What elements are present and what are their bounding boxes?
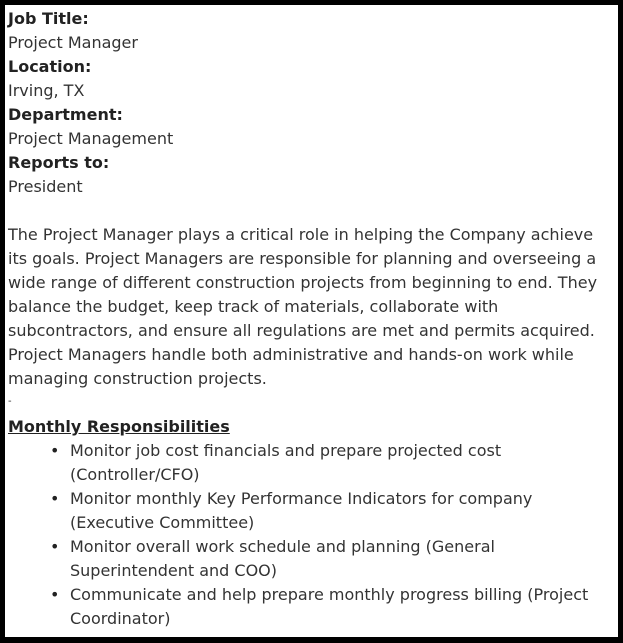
job-description-paragraph: The Project Manager plays a critical role in helping the Company achieve its goals. Project Managers are responsible for planning and overseeing a wide range of different construction projects from beginning to end. They balance the budget, keep track of materials, collaborate with subcontractors, and ensure all regulations are met and permits acquired. Project Managers handle both administrative and hands-on work while managing construction projects. bbox=[8, 225, 598, 388]
responsibilities-list bbox=[8, 439, 610, 631]
list-item bbox=[50, 487, 610, 535]
separator-dash-text: - bbox=[8, 396, 12, 407]
separator-dash bbox=[8, 391, 618, 415]
job-title-value: Project Manager bbox=[8, 33, 138, 52]
job-description-document bbox=[5, 5, 618, 637]
reports-to-label: Reports to: bbox=[8, 153, 110, 172]
bullet-icon: • bbox=[50, 489, 60, 508]
job-title-label: Job Title: bbox=[8, 9, 89, 28]
location-label: Location: bbox=[8, 57, 92, 76]
spacer bbox=[8, 199, 618, 223]
list-item bbox=[50, 535, 610, 583]
list-item bbox=[50, 439, 610, 487]
list-item-text: Monitor monthly Key Performance Indicators for company (Executive Committee) bbox=[70, 489, 533, 532]
department-label: Department: bbox=[8, 105, 123, 124]
list-item-text: Monitor job cost financials and prepare projected cost (Controller/CFO) bbox=[70, 441, 502, 484]
location-value: Irving, TX bbox=[8, 81, 85, 100]
bullet-icon: • bbox=[50, 441, 60, 460]
department-value: Project Management bbox=[8, 129, 174, 148]
bullet-icon: • bbox=[50, 537, 60, 556]
list-item-text: Monitor overall work schedule and planning (General Superintendent and COO) bbox=[70, 537, 495, 580]
list-item-text: Communicate and help prepare monthly progress billing (Project Coordinator) bbox=[70, 585, 589, 628]
reports-to-value: President bbox=[8, 177, 83, 196]
monthly-responsibilities-heading: Monthly Responsibilities bbox=[8, 417, 230, 436]
list-item bbox=[50, 583, 610, 631]
bullet-icon: • bbox=[50, 585, 60, 604]
